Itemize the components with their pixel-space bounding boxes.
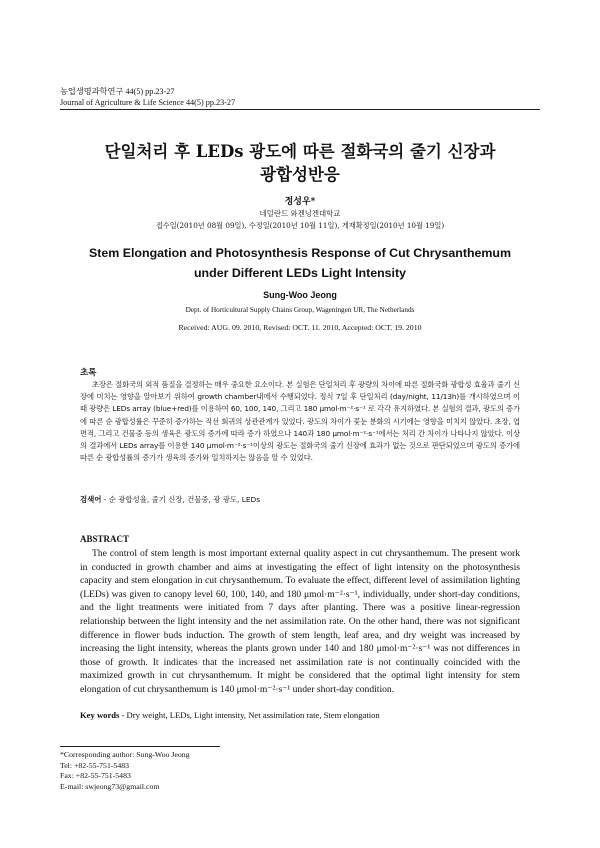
dates-ko: 접수일(2010년 08월 09일), 수정일(2010년 10월 11일), 게재확정일(2010년 10월 19일) [155, 221, 445, 230]
journal-name-en: Journal of Agriculture & Life Science 44(5) pp.23-27 [60, 98, 236, 107]
keywords-ko-list: - 순 광합성율, 줄기 신장, 건물중, 광 광도, LEDs [101, 495, 261, 504]
footnote [60, 750, 190, 792]
contact-fax: Fax: +82-55-751-5483 [60, 771, 131, 781]
abstract-ko-text: 초장은 절화국의 외적 품질을 결정하는 매우 중요한 요소이다. 본 실험은 단일처리 후 광량의 차이에 따른 절화국화 광합성 효율과 줄기 신장에 미치는 영향을 알아보기 위하여 growth chamber내에서 수행되었다. 정식 7일 후 단일처리 (day/night, 11/13h)를 개시하였으며 이때 광량은 LEDs array (blue+red)를 이용하여 60, 100, 140, 그리고 180 μmol·m⁻²·s⁻¹ 로 각각 유지하였다. 본 실험의 결과, 광도의 증가에 따른 순 광합성률은 꾸준히 증가하는 직선 회귀의 상관관계가 있었다. 광도의 차이가 꽃눈 분화의 시기에는 영향을 미치지 않았다. 초장, 엽면적, 그리고 건물중 등의 생육은 광도의 증가에 따라 증가 하였으나 140과 180 μmol·m⁻²·s⁻¹에서는 처리 간 차이가 나타나지 않았다. 이상의 결과에서 LEDs array를 이용한 140 μmol·m⁻²·s⁻¹이상의 광도는 절화국의 줄기 신장에 효과가 없는 것으로 판단되었으며 광도의 증가에 따른 순 광합성률의 증가가 생육의 증가와 일치하지는 않음을 알 수 있었다. [80, 380, 520, 463]
author-ko: 정성우* [284, 197, 316, 207]
corresponding-author: *Corresponding author: Sung-Woo Jeong [60, 750, 190, 759]
keywords-ko-label: 검색어 [80, 495, 102, 504]
dates-en: Received: AUG. 09. 2010, Revised: OCT. 11. 2010, Accepted: OCT. 19. 2010 [178, 323, 422, 332]
keywords-ko [80, 494, 520, 505]
title-ko-line2: 광합성반응 [260, 165, 340, 184]
footnote-rule [60, 746, 220, 747]
journal-name-ko: 농업생명과학연구 44(5) pp.23-27 [60, 87, 175, 96]
abstract-en-heading: ABSTRACT [80, 534, 130, 544]
title-en-line1: Stem Elongation and Photosynthesis Response of Cut Chrysanthemum [88, 246, 512, 260]
keywords-en-label: Key words [80, 710, 120, 720]
contact-email: E-mail: swjeong73@gmail.com [60, 781, 160, 791]
keywords-en-list: - Dry weight, LEDs, Light intensity, Net assimilation rate, Stem elongation [119, 710, 380, 720]
header-rule [60, 109, 540, 110]
abstract-en-text: The control of stem length is most important external quality aspect in cut chrysanthemum. The present work in conducted in growth chamber and aims at investigating the effect of light intensity on the photosynthesis capacity and stem elongation in cut chrysanthemum. To evaluate the effect, different level of assimilation lighting (LEDs) was given to canopy level 60, 100, 140, and 180 μmol·m⁻²·s⁻¹, individually, under short-day conditions, and the light treatments were initiated from 7 days after planting. There was a positive linear-regression relationship between the light intensity and the net assimilation rate. On the other hand, there was not significant difference in flower buds induction. The growth of stem length, leaf area, and dry weight was increased by increasing the light intensity, whereas the plants grown under 140 and 180 μmol·m⁻²·s⁻¹ was not differences in those of growth. It indicates that the increased net assimilation rate is not continually coincided with the maximized growth in cut chrysanthemum. It might be considered that the optimal light intensity for stem elongation of cut chrysanthemum is 140 μmol·m⁻²·s⁻¹ under short-day condition. [80, 548, 520, 695]
journal-header [60, 86, 235, 108]
affiliation-en: Dept. of Horticultural Supply Chains Group, Wageningen UR, The Netherlands [185, 306, 415, 314]
title-en-line2: under Different LEDs Light Intensity [193, 266, 407, 280]
keywords-en [80, 710, 520, 720]
author-en: Sung-Woo Jeong [263, 290, 337, 300]
contact-tel: Tel: +82-55-751-5483 [60, 760, 130, 770]
affiliation-ko: 네덜란드 와겐닝겐대학교 [259, 209, 341, 218]
title-ko-line1: 단일처리 후 LEDs 광도에 따른 절화국의 줄기 신장과 [104, 142, 496, 161]
abstract-ko-heading: 초록 [80, 368, 97, 378]
